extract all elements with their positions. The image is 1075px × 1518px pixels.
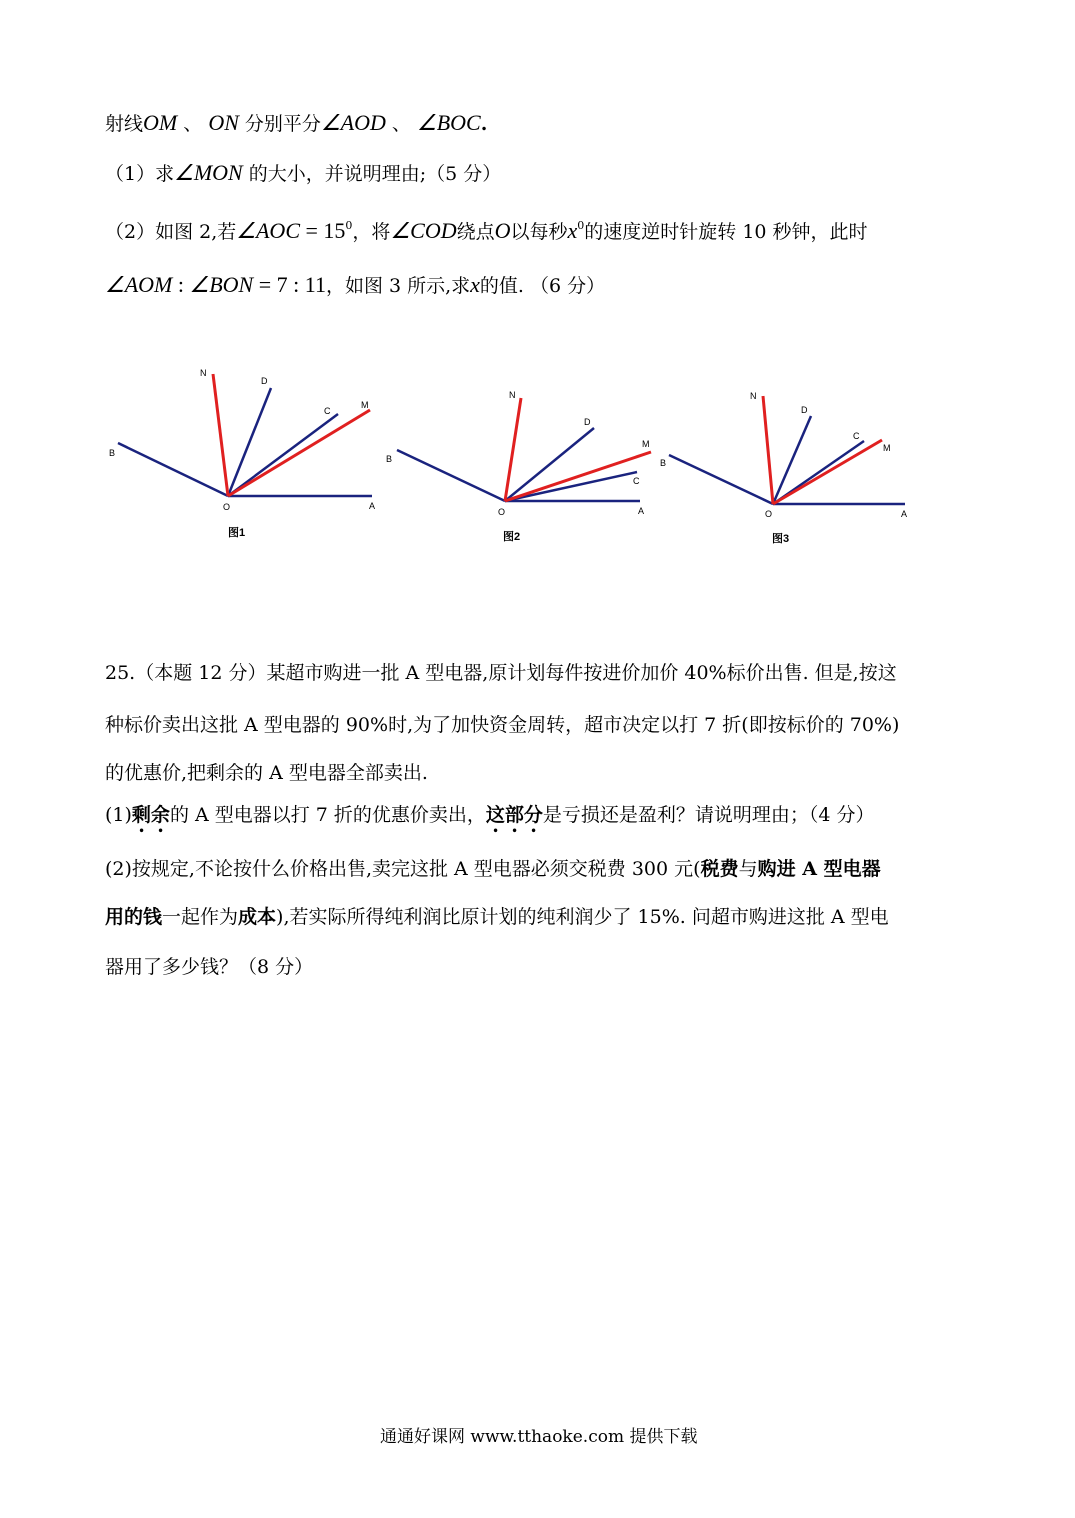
q25-line2: 种标价卖出这批 A 型电器的 90%时,为了加快资金周转，超市决定以打 7 折(即按标价的 70%) (105, 714, 900, 736)
ray-om (773, 440, 882, 504)
figure-2 (386, 390, 651, 543)
math-om: OM (143, 110, 178, 135)
text: 的 A 型电器以打 7 折的优惠价卖出， (169, 804, 486, 826)
page-footer: 通通好课网 www.tthaoke.com 提供下载 (380, 1427, 698, 1447)
label-a: A (638, 506, 645, 516)
math-angle-boc: ∠BOC (416, 110, 481, 135)
text: 的值. （6 分） (479, 275, 606, 297)
label-b: B (109, 448, 116, 458)
q25-part2-line3: 器用了多少钱？（8 分） (105, 956, 314, 978)
math-degree: 0 (345, 219, 353, 232)
math-degree: 0 (577, 219, 585, 232)
label-b: B (386, 454, 393, 464)
ray-on (505, 398, 521, 501)
math-ratio: = 7 : 11 (253, 272, 326, 297)
text: 分别平分 (238, 113, 321, 135)
label-m: M (883, 443, 891, 453)
text: ),若实际所得纯利润比原计划的纯利润少了 15%. 问超市购进这批 A 型电 (276, 906, 889, 928)
label-a: A (901, 509, 908, 519)
label-n: N (750, 391, 757, 401)
math-x: x (470, 272, 480, 297)
math-angle-aoc: ∠AOC (236, 218, 300, 243)
bold-text: 成本 (238, 906, 277, 928)
label-n: N (509, 390, 516, 400)
text: 以每秒 (510, 221, 568, 243)
label-c: C (324, 406, 331, 416)
label-n: N (200, 368, 207, 378)
label-a: A (369, 501, 376, 511)
figure-caption: 图1 (228, 527, 246, 539)
label-b: B (660, 458, 667, 468)
bold-text: 用的钱 (105, 906, 163, 928)
emphasis-text: 剩余 (131, 804, 170, 826)
ray-om (228, 410, 370, 496)
figure-caption: 图3 (772, 533, 790, 545)
figures-svg (0, 0, 1075, 600)
q25-part2-line1 (105, 860, 881, 879)
text: 射线 (105, 113, 144, 135)
ray-ob (118, 443, 228, 496)
text: 、 (385, 113, 417, 135)
text: ，如图 3 所示,求 (325, 275, 471, 297)
label-o: O (498, 507, 506, 517)
label-m: M (642, 439, 650, 449)
math-angle-aom: ∠AOM (105, 272, 173, 297)
label-c: C (853, 431, 860, 441)
text: . (480, 113, 488, 135)
label-d: D (261, 376, 268, 386)
figure-1 (109, 368, 375, 539)
text: 与 (738, 858, 758, 880)
math-x: x (567, 218, 578, 243)
ray-on (213, 374, 228, 496)
text: 一起作为 (162, 906, 239, 928)
label-c: C (633, 476, 640, 486)
figure-caption: 图2 (503, 531, 521, 543)
ray-ob (669, 455, 773, 504)
ray-oc (505, 472, 637, 501)
math-angle-mon: ∠MON (174, 160, 243, 185)
ray-ob (397, 450, 505, 501)
math-angle-aod: ∠AOD (320, 110, 386, 135)
text: (1) (105, 804, 132, 826)
math-angle-bon: ∠BON (189, 272, 254, 297)
text: 是亏损还是盈利？请说明理由；（4 分） (542, 804, 875, 826)
label-o: O (765, 509, 773, 519)
text: 、 (177, 113, 209, 135)
q25-line1: 25.（本题 12 分）某超市购进一批 A 型电器,原计划每件按进价加价 40%标价出售. 但是,按这 (105, 662, 897, 684)
q25-part1 (105, 804, 875, 837)
math-colon: : (172, 272, 190, 297)
label-m: M (361, 400, 369, 410)
emphasis-text: 这部分 (485, 804, 543, 826)
q25-line3: 的优惠价,把剩余的 A 型电器全部卖出. (105, 762, 428, 784)
text: （1）求 (105, 163, 175, 185)
label-o: O (223, 502, 231, 512)
bold-text: 购进 A 型电器 (757, 858, 881, 880)
q25-part2-line2 (105, 908, 889, 927)
figure-3 (660, 391, 907, 545)
label-d: D (584, 417, 591, 427)
text: 绕点 (456, 221, 495, 243)
text: 的大小，并说明理由;（5 分） (242, 163, 502, 185)
math-point-o: O (494, 218, 511, 243)
text: 的速度逆时针旋转 10 秒钟，此时 (584, 221, 868, 243)
label-d: D (801, 405, 808, 415)
text: (2)按规定,不论按什么价格出售,卖完这批 A 型电器必须交税费 300 元( (105, 858, 701, 880)
ray-on (763, 396, 773, 504)
bold-text: 税费 (700, 858, 739, 880)
text: ，将 (352, 221, 391, 243)
math-angle-cod: ∠COD (390, 218, 457, 243)
text: （2）如图 2,若 (105, 221, 237, 243)
math-eq: = 15 (300, 218, 346, 243)
ray-om (505, 452, 651, 501)
math-on: ON (208, 110, 239, 135)
